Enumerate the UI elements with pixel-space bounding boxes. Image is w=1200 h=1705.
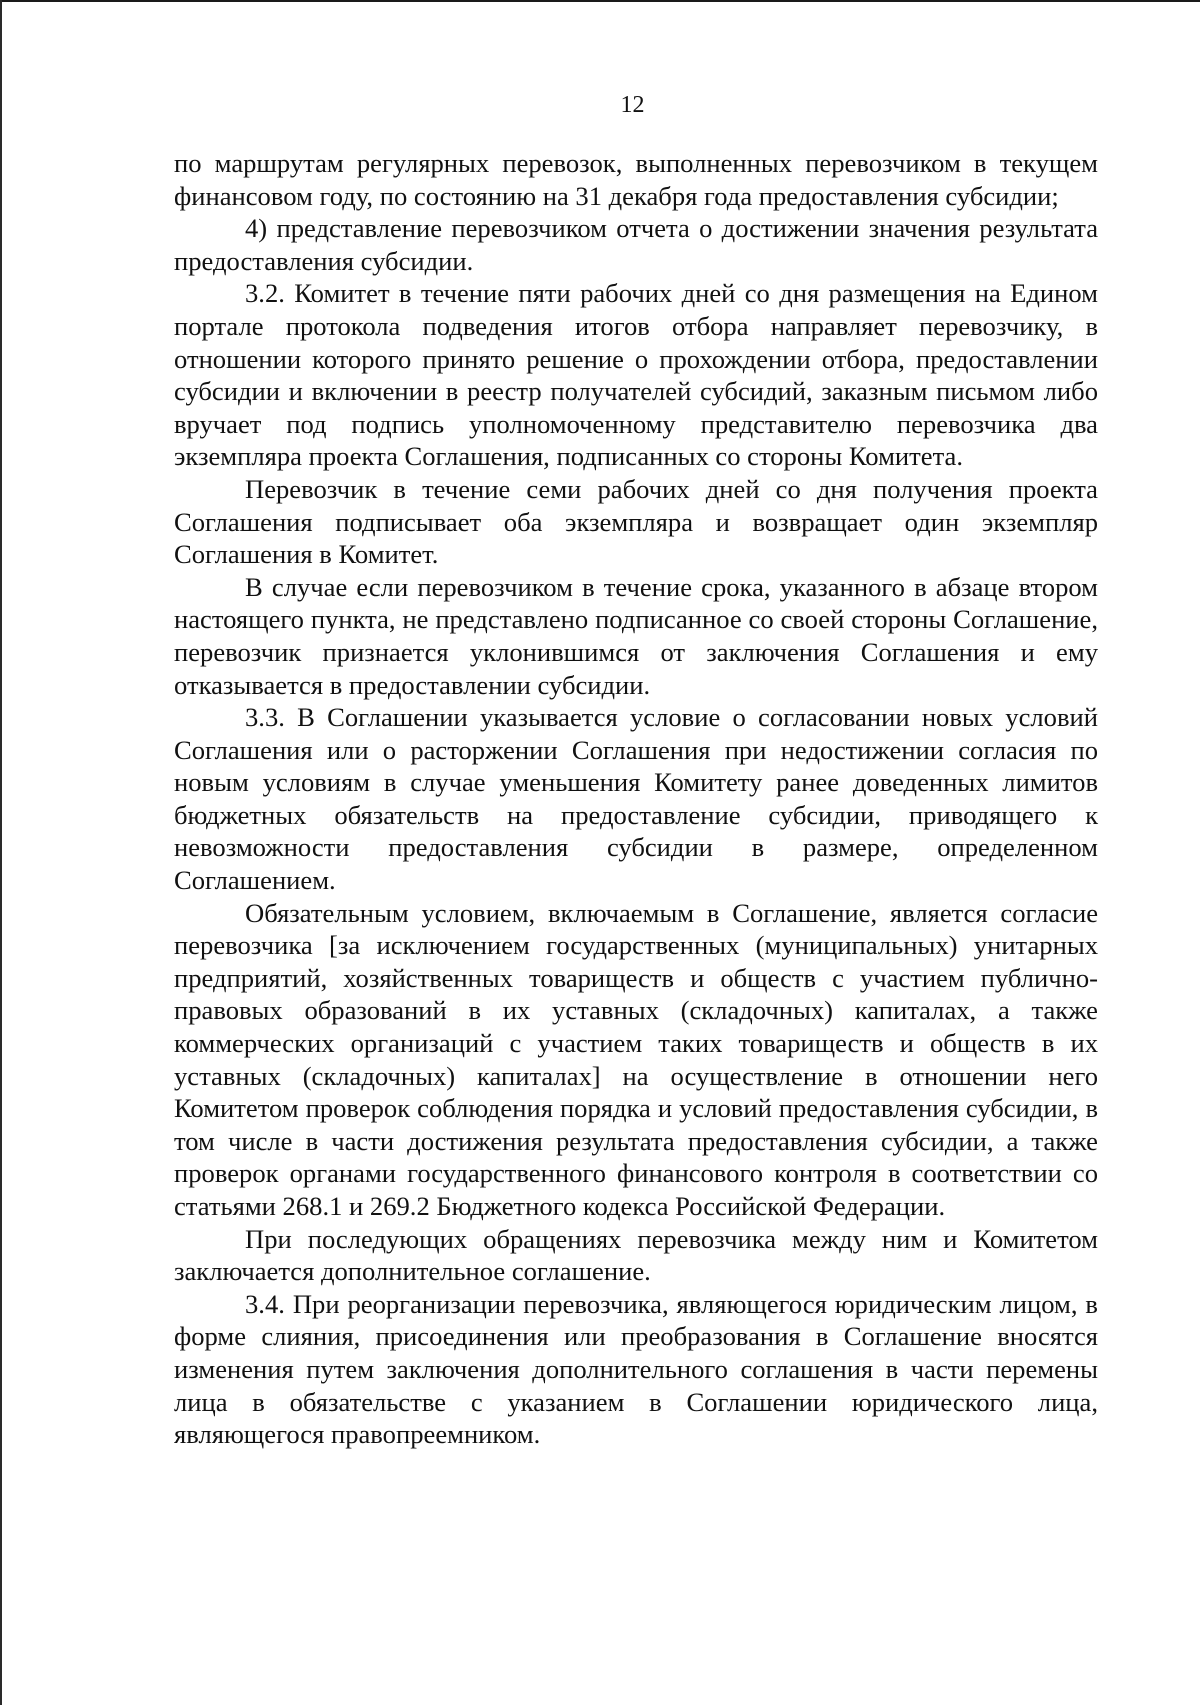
paragraph-mandatory-condition: Обязательным условием, включаемым в Соглашение, является согласие перевозчика [за исключением государственных (муниципальных) унитарных предприятий, хозяйственных товариществ и обществ с участием публично-правовых образований в их уставных (складочных) капиталах, а также коммерческих организаций с участием таких товариществ и обществ в их уставных (складочных) капиталах] на осуществление в отношении него Комитетом проверок соблюдения порядка и условий предоставления субсидии, в том числе в части достижения результата предоставления субсидии, а также проверок органами государственного финансового контроля в соответствии со статьями 268.1 и 269.2 Бюджетного кодекса Российской Федерации.	[174, 897, 1098, 1221]
paragraph-additional-agreement: При последующих обращениях перевозчика между ним и Комитетом заключается дополнительное соглашение.	[174, 1223, 1098, 1287]
scan-edge-top	[0, 0, 1200, 2]
paragraph-item-4-report: 4) представление перевозчиком отчета о достижении значения результата предоставления субсидии.	[174, 213, 1098, 276]
paragraph-continuation-routes: по маршрутам регулярных перевозок, выполненных перевозчиком в текущем финансовом году, по состоянию на 31 декабря года предоставления субсидии;	[174, 148, 1098, 211]
paragraph-3-2-agreement-sending: 3.2. Комитет в течение пяти рабочих дней со дня размещения на Едином портале протокола подведения итогов отбора направляет перевозчику, в отношении которого принято решение о прохождении отбора, предоставлении субсидии и включении в реестр получателей субсидий, заказным письмом либо вручает под подпись уполномоченному представителю перевозчика два экземпляра проекта Соглашения, подписанных со стороны Комитета.	[174, 278, 1098, 472]
scan-edge-left	[0, 0, 2, 1705]
document-body	[174, 147, 1098, 1451]
paragraph-3-4-reorganization: 3.4. При реорганизации перевозчика, являющегося юридическим лицом, в форме слияния, присоединения или преобразования в Соглашение вносятся изменения путем заключения дополнительного соглашения в части перемены лица в обязательстве с указанием в Соглашении юридического лица, являющегося правопреемником.	[174, 1288, 1098, 1450]
paragraph-carrier-signing: Перевозчик в течение семи рабочих дней со дня получения проекта Соглашения подписывает оба экземпляра и возвращает один экземпляр Соглашения в Комитет.	[174, 473, 1098, 570]
page-number: 12	[620, 92, 645, 118]
paragraph-carrier-evasion: В случае если перевозчиком в течение срока, указанного в абзаце втором настоящего пункта, не представлено подписанное со своей стороны Соглашение, перевозчик признается уклонившимся от заключения Соглашения и ему отказывается в предоставлении субсидии.	[174, 571, 1098, 700]
paragraph-3-3-new-conditions: 3.3. В Соглашении указывается условие о согласовании новых условий Соглашения или о расторжении Соглашения при недостижении согласия по новым условиям в случае уменьшения Комитету ранее доведенных лимитов бюджетных обязательств на предоставление субсидии, приводящего к невозможности предоставления субсидии в размере, определенном Соглашением.	[174, 702, 1098, 896]
